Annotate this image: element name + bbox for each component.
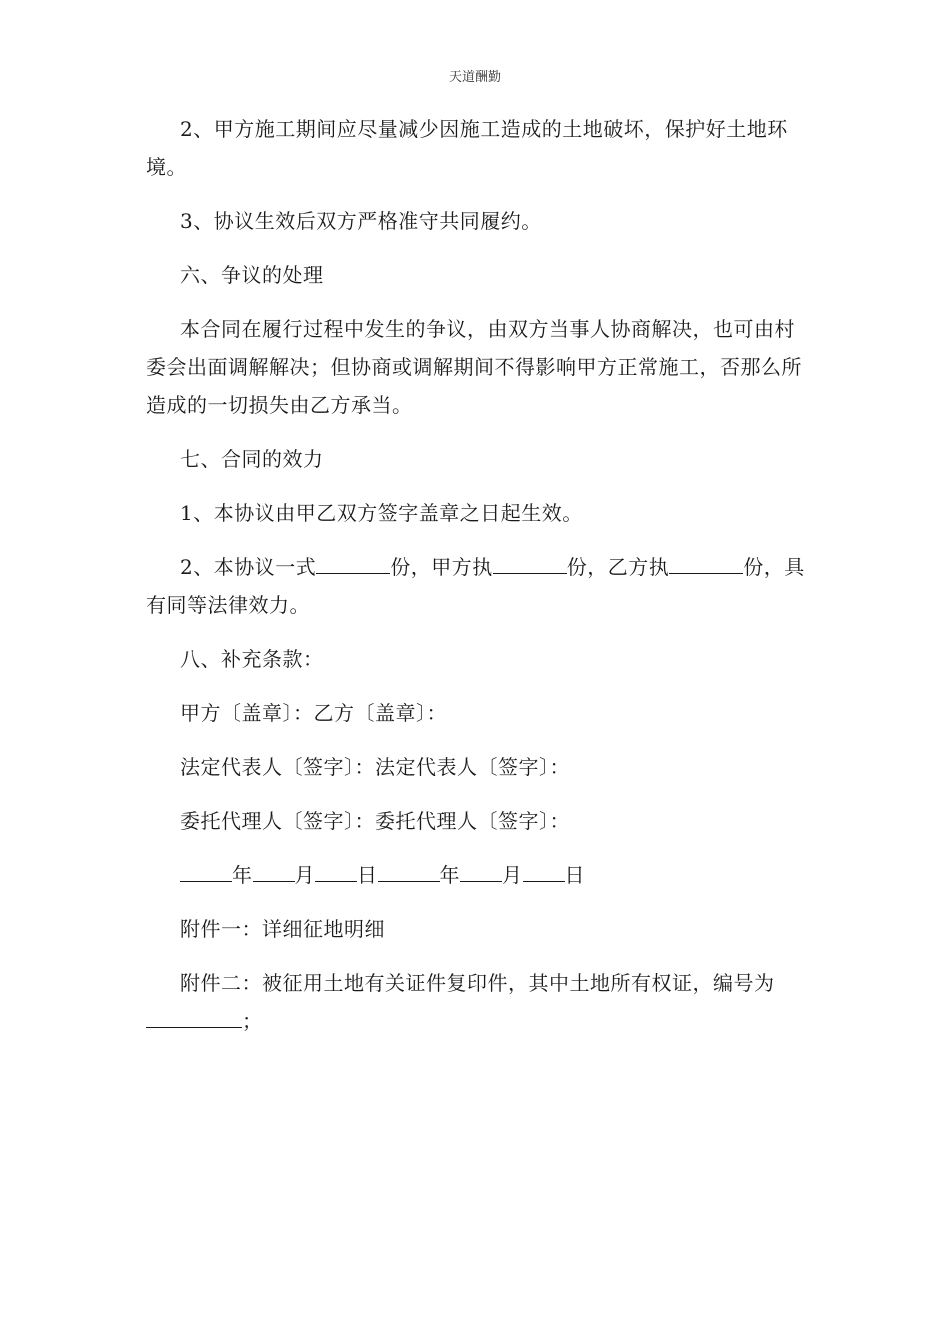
year-blank-a[interactable]	[180, 857, 232, 882]
certificate-number-blank[interactable]	[146, 1003, 242, 1028]
seal-line: 甲方〔盖章〕：乙方〔盖章〕：	[180, 701, 447, 725]
copies-text-b: 份，甲方执	[390, 555, 493, 579]
legal-rep-line: 法定代表人〔签字〕：法定代表人〔签字〕：	[180, 755, 570, 779]
copies-party-a-blank[interactable]	[493, 549, 567, 574]
copies-party-b-blank[interactable]	[669, 549, 743, 574]
day-blank-b[interactable]	[523, 857, 565, 882]
section-6-heading: 六、争议的处理	[180, 263, 324, 287]
attachment-1: 附件一：详细征地明细	[180, 917, 385, 941]
year-blank-b[interactable]	[378, 857, 440, 882]
day-label-a: 日	[357, 863, 378, 887]
effect-clause-1: 1、本协议由甲乙双方签字盖章之日起生效。	[180, 501, 583, 525]
copies-text-a: 2、本协议一式	[180, 555, 317, 579]
copies-text-d: 份，具有同等法律效力。	[146, 555, 805, 617]
day-label-b: 日	[564, 863, 585, 887]
month-label-b: 月	[502, 863, 523, 887]
copies-text-c: 份，乙方执	[566, 555, 670, 579]
year-label-b: 年	[439, 863, 460, 887]
attachment-2-text: 附件二：被征用土地有关证件复印件，其中土地所有权证，编号为	[180, 971, 775, 995]
day-blank-a[interactable]	[315, 857, 357, 882]
document-body	[146, 110, 806, 1056]
clause-2-paragraph: 2、甲方施工期间应尽量减少因施工造成的土地破坏，保护好土地环境。	[146, 117, 788, 179]
copies-total-blank[interactable]	[316, 549, 390, 574]
section-8-heading: 八、补充条款：	[180, 647, 324, 671]
month-blank-a[interactable]	[253, 857, 295, 882]
month-label-a: 月	[294, 863, 315, 887]
agent-line: 委托代理人〔签字〕：委托代理人〔签字〕：	[180, 809, 570, 833]
dispute-paragraph: 本合同在履行过程中发生的争议，由双方当事人协商解决，也可由村委会出面调解解决；但协商或调解期间不得影响甲方正常施工，否那么所造成的一切损失由乙方承当。	[146, 317, 802, 417]
attachment-2	[146, 964, 806, 1040]
clause-3-paragraph: 3、协议生效后双方严格准守共同履约。	[180, 209, 542, 233]
date-line	[146, 856, 806, 894]
month-blank-b[interactable]	[460, 857, 502, 882]
attachment-2-end: ；	[242, 1009, 263, 1033]
page-header: 天道酬勤	[448, 70, 501, 85]
effect-clause-2	[146, 548, 806, 624]
section-7-heading: 七、合同的效力	[180, 447, 324, 471]
year-label-a: 年	[232, 863, 253, 887]
